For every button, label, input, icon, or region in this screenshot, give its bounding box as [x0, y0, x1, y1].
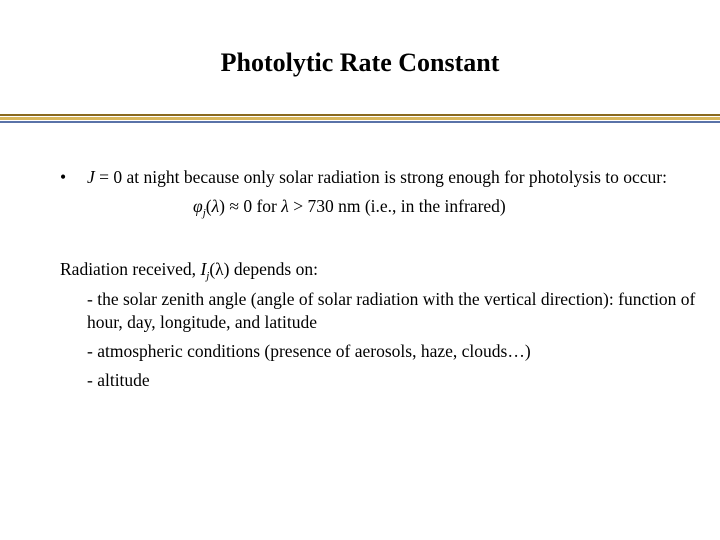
phi-symbol: φ — [193, 196, 203, 216]
quantum-yield-formula — [60, 195, 700, 225]
divider-band-blue — [0, 121, 720, 123]
irradiance-argument: (λ) — [209, 259, 230, 279]
title-divider — [0, 114, 720, 124]
dependency-item: - altitude — [87, 370, 150, 390]
bullet-text: = 0 at night because only solar radiation is strong enough for photolysis to occur: — [99, 167, 667, 187]
divider-band-dark — [0, 114, 720, 116]
lambda-symbol-2: λ — [281, 196, 289, 216]
slide-title: Photolytic Rate Constant — [220, 48, 500, 77]
slide-body — [60, 166, 700, 392]
lambda-symbol: λ — [211, 196, 220, 216]
dependency-item: - atmospheric conditions (presence of aerosols, haze, clouds…) — [87, 341, 531, 361]
radiation-heading — [60, 258, 700, 288]
irradiance-subscript: j — [206, 270, 210, 282]
irradiance-symbol: I — [200, 259, 207, 279]
bullet-item — [60, 166, 700, 189]
formula-condition: > 730 nm (i.e., in the infrared) — [293, 196, 506, 216]
dependency-list — [60, 288, 700, 392]
formula-open-paren: ( — [205, 196, 212, 216]
phi-subscript: j — [202, 207, 206, 219]
divider-band-gold — [0, 117, 720, 120]
bullet-icon: • — [60, 167, 67, 187]
formula-close-paren: ) — [219, 196, 225, 216]
formula-approx: ≈ 0 for — [229, 196, 277, 216]
radiation-suffix: depends on: — [233, 259, 318, 279]
radiation-prefix: Radiation received, — [60, 259, 197, 279]
dependency-item: - the solar zenith angle (angle of solar radiation with the vertical direction): function of hour, day, longitude, and latitude — [87, 289, 696, 332]
rate-symbol: J — [87, 167, 95, 187]
